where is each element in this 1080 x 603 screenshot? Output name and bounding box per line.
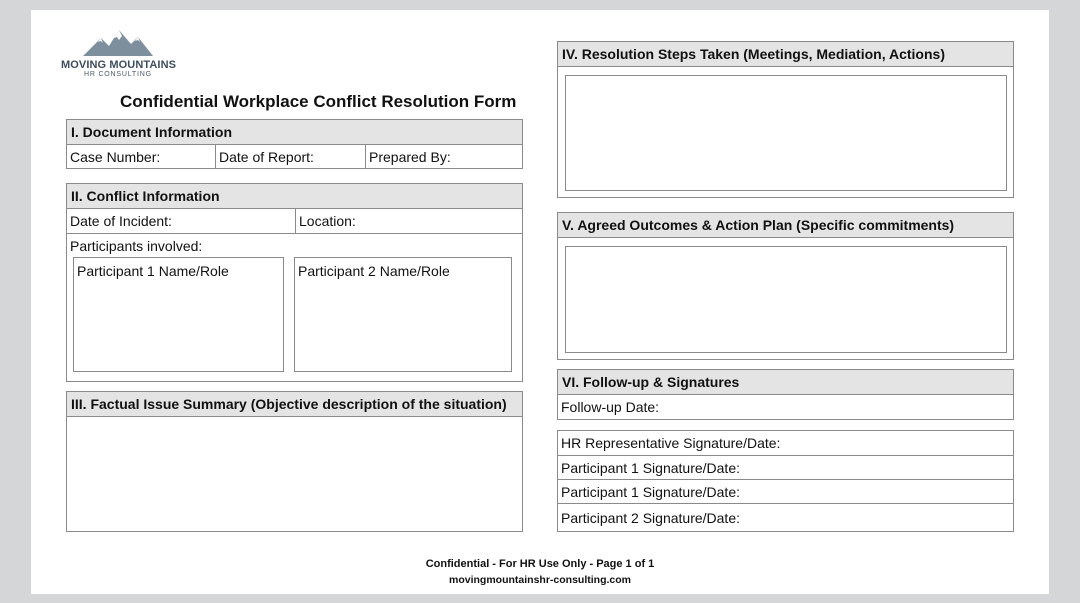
conflict-info-box [66, 208, 523, 382]
participant-2-label: Participant 2 Name/Role [298, 263, 450, 279]
participant-1-box[interactable] [73, 257, 284, 372]
signatures-table [557, 430, 1014, 532]
logo-subtitle: HR CONSULTING [84, 71, 152, 78]
footer-confidential: Confidential - For HR Use Only - Page 1 of 1 [425, 558, 655, 570]
participant-1-signature-field-2[interactable]: Participant 1 Signature/Date: [561, 483, 740, 500]
resolution-steps-box[interactable] [565, 75, 1007, 191]
participant-2-box[interactable] [294, 257, 512, 372]
participants-involved-label: Participants involved: [70, 238, 203, 254]
form-title: Confidential Workplace Conflict Resolution Form [120, 92, 517, 111]
section-factual-issue-summary-header: III. Factual Issue Summary (Objective description of the situation) [66, 391, 523, 417]
prepared-by-field[interactable]: Prepared By: [369, 148, 451, 165]
footer-website: movingmountainshr-consulting.com [448, 574, 631, 586]
document-info-row [66, 144, 523, 169]
section-document-information-header: I. Document Information [66, 119, 523, 145]
followup-date-row [557, 394, 1014, 420]
case-number-field[interactable]: Case Number: [70, 148, 161, 165]
date-of-report-field[interactable]: Date of Report: [219, 148, 314, 165]
participant-2-signature-field[interactable]: Participant 2 Signature/Date: [561, 509, 740, 526]
agreed-outcomes-outer [557, 237, 1014, 360]
logo-name: MOVING MOUNTAINS [61, 59, 177, 71]
participant-1-signature-field[interactable]: Participant 1 Signature/Date: [561, 459, 740, 476]
participant-1-label: Participant 1 Name/Role [77, 263, 229, 279]
section-followup-signatures-header: VI. Follow-up & Signatures [557, 369, 1014, 395]
factual-issue-summary-box[interactable] [66, 416, 523, 532]
section-conflict-information-header: II. Conflict Information [66, 183, 523, 209]
form-page [31, 10, 1049, 594]
location-field[interactable]: Location: [299, 213, 356, 229]
mountain-logo-icon [83, 28, 153, 58]
agreed-outcomes-box[interactable] [565, 246, 1007, 353]
followup-date-field[interactable]: Follow-up Date: [561, 399, 660, 415]
date-of-incident-field[interactable]: Date of Incident: [70, 213, 172, 229]
section-agreed-outcomes-header: V. Agreed Outcomes & Action Plan (Specific commitments) [557, 212, 1014, 238]
section-resolution-steps-header: IV. Resolution Steps Taken (Meetings, Mediation, Actions) [557, 41, 1014, 67]
hr-signature-field[interactable]: HR Representative Signature/Date: [561, 435, 781, 451]
resolution-steps-outer [557, 66, 1014, 198]
